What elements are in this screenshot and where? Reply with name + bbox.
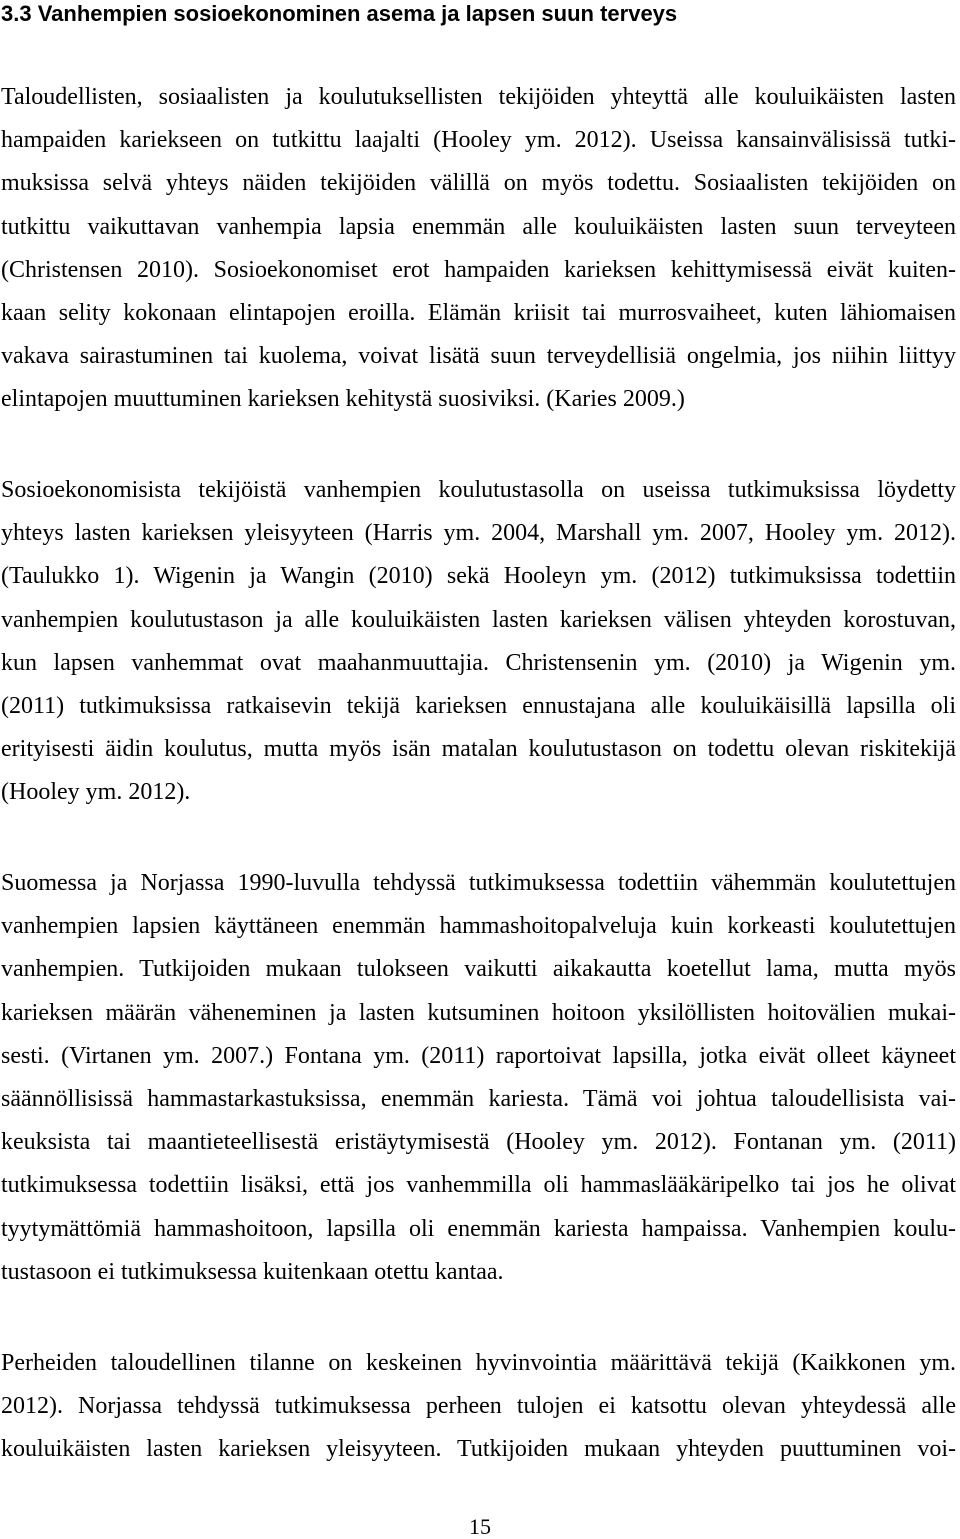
paragraph-4 <box>1 1342 956 1472</box>
paragraph-1 <box>1 76 956 422</box>
text-line: yhteys lasten karieksen yleisyyteen (Harris ym. 2004, Marshall ym. 2007, Hooley ym. 2012). <box>1 520 956 547</box>
text-line: tutkittu vaikuttavan vanhempia lapsia enemmän alle kouluikäisten lasten suun terveyteen <box>1 213 956 240</box>
text-line: sesti. (Virtanen ym. 2007.) Fontana ym. (2011) raportoivat lapsilla, jotka eivät olleet käyneet <box>1 1042 956 1069</box>
text-line: tustasoon ei tutkimuksessa kuitenkaan otettu kantaa. <box>1 1258 504 1285</box>
text-line: kaan selity kokonaan elintapojen eroilla. Elämän kriisit tai murrosvaiheet, kuten lähiomaisen <box>1 299 956 326</box>
text-line: erityisesti äidin koulutus, mutta myös isän matalan koulutustason on todettu olevan riskitekijä <box>1 736 956 763</box>
text-line: kouluikäisten lasten karieksen yleisyyteen. Tutkijoiden mukaan yhteyden puuttuminen voi- <box>1 1436 956 1463</box>
text-line: vanhempien koulutustason ja alle kouluikäisten lasten karieksen välisen yhteyden korostuvan, <box>1 606 956 633</box>
text-line: muksissa selvä yhteys näiden tekijöiden välillä on myös todettu. Sosiaalisten tekijöiden on <box>1 170 956 197</box>
page-number: 15 <box>469 1514 491 1539</box>
text-line: karieksen määrän väheneminen ja lasten kutsuminen hoitoon yksilöllisten hoitovälien mukai- <box>1 999 956 1026</box>
paragraph-3 <box>1 862 956 1294</box>
text-line: säännöllisissä hammastarkastuksissa, enemmän kariesta. Tämä voi johtua taloudellisista vai- <box>1 1085 956 1112</box>
text-line: (Christensen 2010). Sosioekonomiset erot hampaiden karieksen kehittymisessä eivät kuiten- <box>1 256 956 283</box>
text-line: vakava sairastuminen tai kuolema, voivat lisätä suun terveydellisiä ongelmia, jos niihin liittyy <box>1 343 956 370</box>
text-line: vanhempien. Tutkijoiden mukaan tulokseen vaikutti aikakautta koetellut lama, mutta myös <box>1 956 956 983</box>
text-line: 2012). Norjassa tehdyssä tutkimuksessa perheen tulojen ei katsottu olevan yhteydessä alle <box>1 1393 956 1420</box>
text-line: (Taulukko 1). Wigenin ja Wangin (2010) sekä Hooleyn ym. (2012) tutkimuksissa todettiin <box>1 563 956 590</box>
text-line: (Hooley ym. 2012). <box>1 779 191 806</box>
paragraph-2 <box>1 469 956 815</box>
text-line: elintapojen muuttuminen karieksen kehitystä suosiviksi. (Karies 2009.) <box>1 386 685 413</box>
text-line: kun lapsen vanhemmat ovat maahanmuuttajia. Christensenin ym. (2010) ja Wigenin ym. <box>1 649 956 676</box>
text-line: Sosioekonomisista tekijöistä vanhempien koulutustasolla on useissa tutkimuksissa löydetty <box>1 477 956 503</box>
text-line: keuksista tai maantieteellisestä eristäytymisestä (Hooley ym. 2012). Fontanan ym. (2011) <box>1 1129 956 1156</box>
text-line: Taloudellisten, sosiaalisten ja koulutuksellisten tekijöiden yhteyttä alle kouluikäisten lasten <box>1 84 956 110</box>
text-line: Suomessa ja Norjassa 1990-luvulla tehdyssä tutkimuksessa todettiin vähemmän koulutettujen <box>1 870 956 896</box>
text-line: (2011) tutkimuksissa ratkaisevin tekijä karieksen ennustajana alle kouluikäisillä lapsilla oli <box>1 692 956 719</box>
text-line: hampaiden kariekseen on tutkittu laajalti (Hooley ym. 2012). Useissa kansainvälisissä tutki- <box>1 127 956 154</box>
text-line: tyytymättömiä hammashoitoon, lapsilla oli enemmän kariesta hampaissa. Vanhempien koulu- <box>1 1215 956 1242</box>
text-line: Perheiden taloudellinen tilanne on keskeinen hyvinvointia määrittävä tekijä (Kaikkonen ym. <box>1 1350 956 1376</box>
text-line: tutkimuksessa todettiin lisäksi, että jos vanhemmilla oli hammaslääkäripelko tai jos he olivat <box>1 1172 956 1199</box>
text-line: vanhempien lapsien käyttäneen enemmän hammashoitopalveluja kuin korkeasti koulutettujen <box>1 913 956 940</box>
section-heading: 3.3 Vanhempien sosioekonominen asema ja lapsen suun terveys <box>1 1 678 26</box>
